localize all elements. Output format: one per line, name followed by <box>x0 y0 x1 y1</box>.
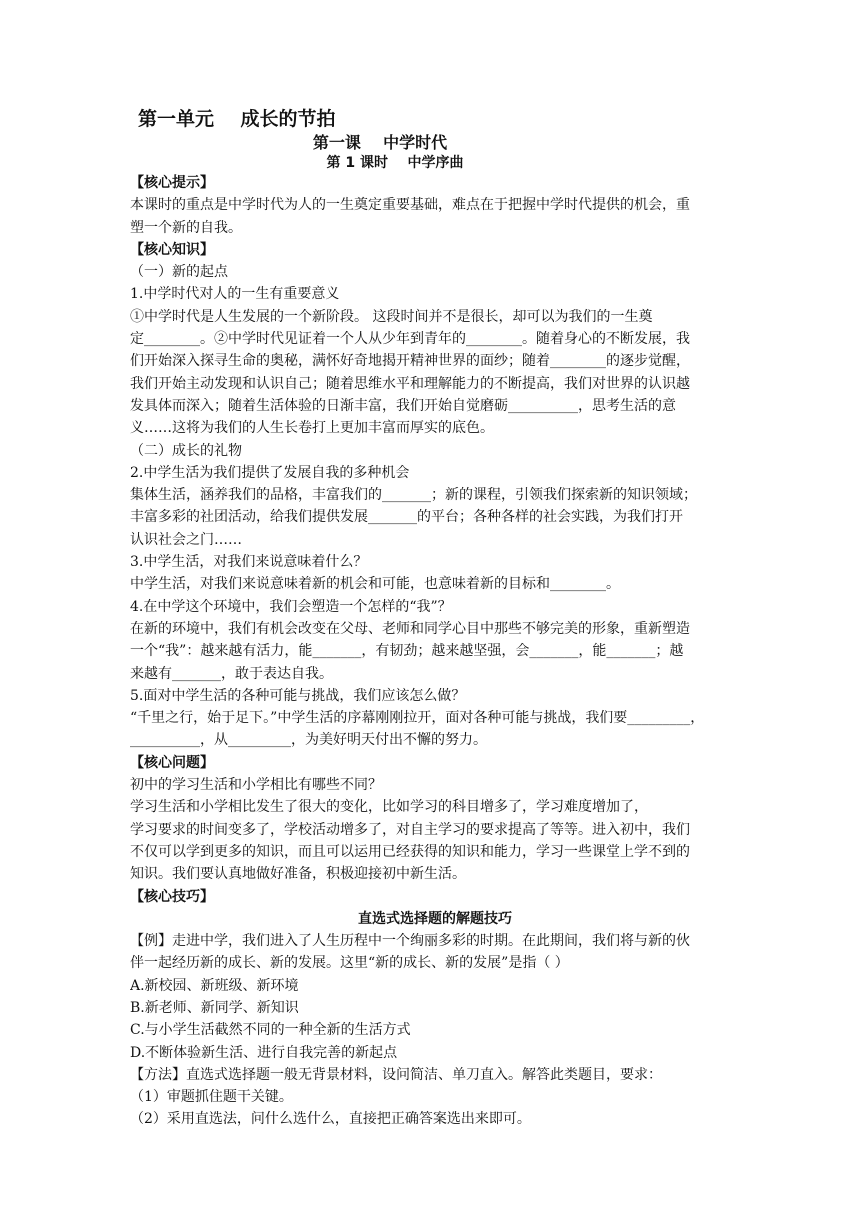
text-line: 一个“我”：越来越有活力，能_______，有韧劲；越来越坚强，会_______，能_______；越 <box>130 643 684 660</box>
text-line: 我们开始主动发现和认识自己；随着思维水平和理解能力的不断提高，我们对世界的认识越 <box>130 375 690 392</box>
section-heading: 【核心知识】 <box>130 241 214 258</box>
text-line: ①中学时代是人生发展的一个新阶段。 这段时间并不是很长，却可以为我们的一生奠 <box>130 308 653 325</box>
text-line: 认识社会之门…… <box>130 531 242 548</box>
text-line: 在新的环境中，我们有机会改变在父母、老师和同学心目中那些不够完美的形象，重新塑造 <box>130 620 690 637</box>
text-line: 不仅可以学到更多的知识，而且可以运用已经获得的知识和能力，学习一些课堂上学不到的 <box>130 843 690 860</box>
text-line: 丰富多彩的社团活动，给我们提供发展_______的平台；各种各样的社会实践，为我们打开 <box>130 509 683 526</box>
text-line: 3.中学生活，对我们来说意味着什么？ <box>130 554 368 571</box>
text-line: 本课时的重点是中学时代为人的一生奠定重要基础，难点在于把握中学时代提供的机会，重 <box>130 197 690 214</box>
lesson-title: 第一课 中学时代 <box>312 133 448 152</box>
text-line: A.新校园、新班级、新环境 <box>130 977 299 994</box>
text-line: 【例】走进中学，我们进入了人生历程中一个绚丽多彩的时期。在此期间，我们将与新的伙 <box>130 933 690 950</box>
text-line: 5.面对中学生活的各种可能与挑战，我们应该怎么做？ <box>130 687 466 704</box>
text-line: __________，从_________，为美好明天付出不懈的努力。 <box>130 732 487 749</box>
text-line: 来越有_______，敢于表达自我。 <box>130 665 333 682</box>
text-line: 们开始深入探寻生命的奥秘，满怀好奇地揭开精神世界的面纱；随着________的逐步觉醒， <box>130 353 690 370</box>
text-line: 义……这将为我们的人生长卷打上更加丰富而厚实的底色。 <box>130 420 494 437</box>
text-line: D.不断体验新生活、进行自我完善的新起点 <box>130 1044 398 1061</box>
period-title: 第 1 课时 中学序曲 <box>326 155 464 171</box>
subsection-title: 直选式选择题的解题技巧 <box>358 910 512 927</box>
text-line: （二）成长的礼物 <box>130 442 242 459</box>
text-line: 伴一起经历新的成长、新的发展。这里“新的成长、新的发展”是指（ ） <box>130 955 569 972</box>
text-line: 中学生活，对我们来说意味着新的机会和可能，也意味着新的目标和________。 <box>130 576 620 593</box>
text-line: 集体生活，涵养我们的品格，丰富我们的_______；新的课程，引领我们探索新的知识领域； <box>130 487 697 504</box>
text-line: （一）新的起点 <box>130 264 228 281</box>
section-heading: 【核心问题】 <box>130 754 214 771</box>
text-line: 发具体而深入；随着生活体验的日渐丰富，我们开始自觉磨砺__________，思考生活的意 <box>130 397 676 414</box>
text-line: 2.中学生活为我们提供了发展自我的多种机会 <box>130 464 410 481</box>
section-heading: 【核心技巧】 <box>130 888 214 905</box>
text-line: （1）审题抓住题干关键。 <box>130 1089 293 1106</box>
text-line: 塑一个新的自我。 <box>130 219 242 236</box>
text-line: 【方法】直选式选择题一般无背景材料，设问简洁、单刀直入。解答此类题目，要求： <box>130 1066 662 1083</box>
section-heading: 【核心提示】 <box>130 175 214 191</box>
text-line: 学习要求的时间变多了，学校活动增多了，对自主学习的要求提高了等等。进入初中，我们 <box>130 821 690 838</box>
text-line: （2）采用直选法，问什么选什么，直接把正确答案选出来即可。 <box>130 1111 531 1128</box>
text-line: C.与小学生活截然不同的一种全新的生活方式 <box>130 1022 411 1039</box>
text-line: “千里之行，始于足下。”中学生活的序幕刚刚拉开，面对各种可能与挑战，我们要_________， <box>130 710 705 727</box>
text-line: B.新老师、新同学、新知识 <box>130 999 299 1016</box>
unit-title: 第一单元 成长的节拍 <box>138 108 336 130</box>
document-body <box>130 172 740 1131</box>
text-line: 学习生活和小学相比发生了很大的变化，比如学习的科目增多了，学习难度增加了， <box>130 799 648 816</box>
text-line: 定________。②中学时代见证着一个人从少年到青年的________。随着身心的不断发展，我 <box>130 331 690 348</box>
text-line: 知识。我们要认真地做好准备，积极迎接初中新生活。 <box>130 866 466 883</box>
text-line: 4.在中学这个环境中，我们会塑造一个怎样的“我”？ <box>130 598 452 615</box>
text-line: 初中的学习生活和小学相比有哪些不同？ <box>130 777 382 794</box>
text-line: 1.中学时代对人的一生有重要意义 <box>130 286 340 303</box>
